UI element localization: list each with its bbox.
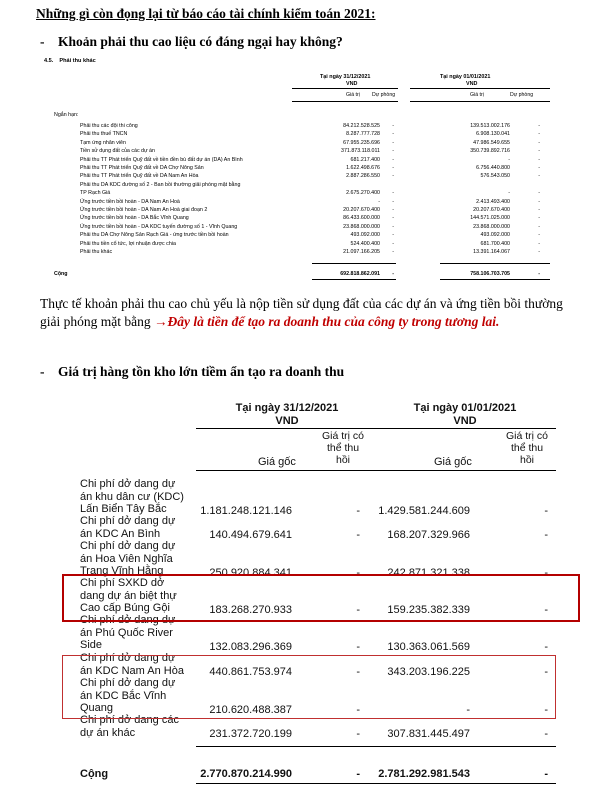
question-inventory (40, 364, 344, 380)
rcv-total-rule-top-1 (312, 263, 396, 264)
inv-row-recov-2: - (544, 567, 548, 579)
rcv-row-label: Phải thu TT Phát triển Quỹ đất về DA Chợ Nông Sản (80, 165, 204, 171)
highlight-box-nam-an-hoa-bac-vinh-quang (62, 655, 556, 719)
inv-row-label-2: dang dự án biệt thự (80, 589, 177, 602)
inv-sub-cost-1: Giá gốc (258, 456, 296, 468)
inv-row-label-3: Cao cấp Búng Gội (80, 602, 170, 614)
recov-line-2b: thể thu (510, 442, 544, 454)
rcv-row-p1: - (392, 249, 394, 255)
inv-col1-title: Tại ngày 31/12/2021 (235, 402, 339, 414)
inv-row-recov-1: - (356, 641, 360, 653)
rcv-col1-rule (292, 88, 398, 89)
inv-row-label-1: Chi phí dở dang dự (80, 540, 176, 552)
rcv-row-v2: 139.513.002.176 (470, 123, 510, 129)
rcv-row-p1: - (392, 139, 394, 146)
inv-row-recov-1: - (356, 666, 360, 678)
inv-row-recov-1: - (356, 704, 360, 716)
inv-total-c1: 2.770.870.214.990 (200, 768, 292, 780)
rcv-row-p2: - (538, 240, 540, 247)
rcv-col2-unit: VND (466, 81, 478, 87)
rcv-row-p1: - (392, 240, 394, 247)
rcv-row-v1: 524.400.400 (350, 240, 380, 247)
inv-row-cost-2: 159.235.382.339 (387, 604, 470, 616)
rcv-row-v1: 84.212.528.525 (343, 123, 380, 129)
highlight-box-bung-goi (62, 574, 580, 622)
rcv-row-p2: - (538, 123, 540, 129)
inv-row-cost-2: 1.429.581.244.609 (378, 505, 470, 517)
section-number: 4.5. (44, 58, 54, 64)
inv-total-c2: 2.781.292.981.543 (378, 768, 470, 780)
rcv-row-v1: 2.675.270.400 (346, 190, 380, 197)
rcv-row-v2: 681.700.400 (480, 240, 510, 247)
inv-row-label-1: Chi phí dở dang dự (80, 677, 176, 689)
rcv-row-v2: - (508, 190, 510, 197)
inv-row-recov-2: - (544, 641, 548, 653)
rcv-row-label: Phải thu TT Phát triển Quỹ đất về tiền đền bù đất dự án (DA) An Bình (80, 156, 243, 163)
rcv-row-p1: - (392, 148, 394, 155)
rcv-row-v1: 21.097.166.205 (343, 249, 380, 255)
rcv-col1-title: Tại ngày 31/12/2021 (320, 74, 371, 80)
recov-line-3: hồi (335, 454, 350, 466)
rcv-row-p1: - (392, 173, 394, 180)
rcv-row-p2: - (538, 223, 540, 230)
report-heading: Những gì còn đọng lại từ báo cáo tài chính kiểm toán 2021: (36, 6, 376, 21)
rcv-row-p1: - (392, 131, 394, 138)
analysis-paragraph (40, 295, 580, 331)
inv-row-cost-1: 132.083.296.369 (209, 641, 292, 653)
rcv-row-p1: - (392, 165, 394, 171)
inv-head-rule (196, 470, 556, 471)
inv-row-label-1: Chi phí dở dang dự (80, 515, 176, 527)
inv-row-cost-2: 343.203.196.225 (387, 666, 470, 678)
inv-row-cost-1: 210.620.488.387 (209, 704, 292, 716)
inv-row-label-2: án khu dân cư (KDC) (80, 490, 184, 503)
rcv-row-label: Tạm ứng nhân viên (80, 139, 126, 146)
rcv-row-p1: - (392, 190, 394, 197)
rcv-row-label: Ứng trước tiền bồi hoàn - DA Nam An Hoà giai đoạn 2 (80, 207, 208, 213)
inv-total-rule-bottom (196, 783, 556, 784)
rcv-row-v1: 8.287.777.728 (346, 131, 380, 138)
inv-row-recov-2: - (544, 505, 548, 517)
inv-row-cost-1: 1.181.248.121.146 (200, 505, 292, 517)
rcv-col2-title: Tại ngày 01/01/2021 (440, 74, 491, 80)
rcv-row-v1: 86.433.600.000 (343, 215, 380, 222)
rcv-row-p1: - (392, 223, 394, 230)
inv-row-label-3: Side (80, 639, 103, 651)
inv-row-recov-1: - (356, 505, 360, 517)
rcv-row-v2: 350.739.892.716 (470, 148, 510, 155)
rcv-row-label: Phải thu DA Chợ Nông Sản Rạch Giá - ứng trước tiền bồi hoàn (80, 232, 229, 239)
arrow-glyph: → (153, 314, 168, 329)
rcv-row-v1: 493.092.000 (350, 232, 380, 239)
rcv-row-v2: 2.413.493.400 (476, 198, 510, 205)
inv-row-cost-2: 242.871.321.338 (387, 567, 470, 579)
rcv-row-v1: 67.955.235.696 (343, 139, 380, 146)
inv-row-recov-1: - (356, 529, 360, 541)
rcv-row-p2: - (538, 249, 540, 255)
rcv-row-label: Phải thu khác (80, 249, 113, 255)
rcv-total-p2: - (538, 271, 540, 277)
rcv-row-v1: 681.217.400 (350, 156, 380, 163)
question-receivables (40, 34, 343, 50)
rcv-row-v2: 144.571.025.000 (470, 215, 510, 222)
rcv-row-v2: 493.092.000 (480, 232, 510, 239)
rcv-total-rule-top-2 (440, 263, 550, 264)
rcv-sub-prov-2: Dự phòng (510, 92, 534, 98)
rcv-row-v2: - (508, 156, 510, 163)
rcv-total-p1: - (392, 271, 394, 277)
inv-row-label-2: án KDC Bắc Vĩnh (80, 689, 167, 702)
inv-row-recov-1: - (356, 604, 360, 616)
rcv-row-v1: 20.207.670.400 (343, 207, 380, 213)
inv-total-label: Cộng (80, 768, 109, 780)
inv-total-r2: - (544, 768, 548, 780)
rcv-row-v1: 23.868.000.000 (343, 223, 380, 230)
inv-col2-rule (378, 428, 556, 429)
rcv-row-v1: 1.622.498.676 (346, 165, 380, 171)
inv-row-label-2: án Phú Quốc River (80, 626, 173, 639)
rcv-row-v1: 2.887.286.550 (346, 173, 380, 180)
rcv-row-p2: - (538, 156, 540, 163)
inv-row-label-1: Chi phí dở dang dự (80, 652, 176, 664)
rcv-row-p2: - (538, 173, 540, 180)
rcv-total-rule-bottom-2 (440, 279, 550, 280)
recov-line-1: Giá trị có (321, 430, 364, 442)
rcv-row-p2: - (538, 165, 540, 171)
inv-sub-cost-2: Giá gốc (434, 456, 472, 468)
inv-row-cost-2: 307.831.445.497 (387, 728, 470, 740)
rcv-sub-value-1: Giá trị (346, 92, 360, 98)
inv-row-cost-1: 231.372.720.199 (209, 728, 292, 740)
inv-row-label-1: Chi phí dở dang các (80, 714, 179, 726)
inv-row-recov-1: - (356, 728, 360, 740)
rcv-row-p2: - (538, 148, 540, 155)
inv-total-r1: - (356, 768, 360, 780)
inv-row-label-3: Lấn Biển Tây Bắc (80, 503, 167, 515)
bullet-dash: - (40, 34, 45, 49)
rcv-head-rule-1 (292, 101, 398, 102)
inv-row-recov-2: - (544, 704, 548, 716)
rcv-row-p2: - (538, 215, 540, 222)
rcv-sub-prov-1: Dự phòng (372, 92, 396, 98)
rcv-row-p2: - (538, 190, 540, 197)
inv-row-cost-2: 168.207.329.966 (387, 529, 470, 541)
rcv-row-p2: - (538, 207, 540, 213)
rcv-row-label: Ứng trước tiền bồi hoàn - DA KDC tuyến đường số 1 - Vĩnh Quang (80, 223, 238, 230)
inv-row-recov-2: - (544, 666, 548, 678)
rcv-row-v1: 371.873.118.011 (341, 148, 380, 155)
rcv-row-label: Tiền sử dụng đất của các dự án (80, 148, 155, 155)
inv-row-label-2: dự án khác (80, 726, 136, 739)
rcv-row-v2: 47.986.549.655 (473, 139, 510, 146)
inv-row-recov-1: - (356, 567, 360, 579)
inv-row-cost-1: 140.494.679.641 (209, 529, 292, 541)
inv-total-rule-top (196, 746, 556, 747)
inv-row-recov-2: - (544, 604, 548, 616)
rcv-row-p1: - (392, 232, 394, 239)
recov-line-2: thể thu (326, 442, 360, 454)
rcv-row-p1: - (392, 123, 394, 129)
inv-col2-title: Tại ngày 01/01/2021 (413, 402, 517, 414)
inv-row-label-2: án KDC An Bình (80, 527, 161, 540)
rcv-row-label: Ứng trước tiền bồi hoàn - DA Bắc Vĩnh Quang (80, 215, 189, 222)
recov-line-3b: hồi (519, 454, 534, 466)
paragraph-emphasis: Đây là tiền để tạo ra doanh thu của công ty trong tương lai. (167, 314, 500, 329)
inv-row-cost-1: 440.861.753.974 (209, 666, 292, 678)
inv-row-cost-1: 183.268.270.933 (209, 604, 292, 616)
rcv-row-v2: 6.908.130.041 (476, 131, 510, 138)
rcv-row-p2: - (538, 131, 540, 138)
inv-sub-recov-1 (318, 430, 368, 466)
inv-col1-rule (196, 428, 378, 429)
inv-row-label-1: Chi phí dở dang dự (80, 478, 176, 490)
rcv-row-label: TP Rạch Giá (80, 190, 111, 197)
paragraph-text: Thực tế khoản phải thu cao chủ yếu là nộp tiền sử dụng đất của các dự án và ứng tiền bồi thường giải phóng mặt bằng (40, 296, 563, 329)
rcv-row-label: Phải thu các đội thi công (80, 123, 138, 129)
rcv-total-v1: 692.818.862.091 (340, 271, 380, 277)
receivables-section-title (44, 58, 102, 64)
inv-row-recov-2: - (544, 728, 548, 740)
rcv-total-rule-bottom-1 (312, 279, 396, 280)
rcv-col2-rule (410, 88, 550, 89)
inv-row-cost-1: 250.920.884.341 (209, 567, 292, 579)
rcv-row-label: Phải thu tiền cổ tức, lợi nhuận được chia (80, 240, 176, 247)
rcv-row-v2: 23.868.000.000 (473, 223, 510, 230)
rcv-row-v2: 576.543.050 (480, 173, 510, 180)
inv-row-label-2: án KDC Nam An Hòa (80, 664, 184, 677)
inv-row-recov-2: - (544, 529, 548, 541)
rcv-total-v2: 758.106.703.705 (470, 271, 510, 277)
rcv-row-p1: - (392, 156, 394, 163)
rcv-short-term-label: Ngắn hạn: (54, 112, 79, 118)
inv-row-cost-2: 130.363.061.569 (387, 641, 470, 653)
recov-line-1b: Giá trị có (505, 430, 548, 442)
rcv-row-v2: 6.756.440.800 (476, 165, 510, 171)
rcv-row-label: Phải thu thuế TNCN (80, 131, 128, 138)
inv-sub-recov-2 (502, 430, 552, 466)
rcv-row-label: Phải thu TT Phát triển Quỹ đất về DA Nam An Hòa (80, 173, 199, 180)
rcv-row-p1: - (392, 207, 394, 213)
inv-row-label-3: Quang (80, 702, 114, 714)
rcv-row-label: Phải thu DA KDC đường số 2 - Ban bồi thường giải phóng mặt bằng (80, 181, 241, 188)
inv-row-cost-2: - (466, 704, 470, 716)
inv-row-label-2: án Hoa Viên Nghĩa (80, 552, 173, 565)
inv-row-label-1: Chi phí SXKD dở (80, 577, 165, 589)
inv-col1-unit: VND (275, 415, 299, 427)
rcv-row-p2: - (538, 139, 540, 146)
rcv-row-p2: - (538, 232, 540, 239)
rcv-row-p1: - (392, 198, 394, 205)
rcv-total-label: Cộng (54, 271, 68, 277)
inv-row-label-3: Trang Vĩnh Hằng (80, 565, 164, 577)
question-text: Khoản phải thu cao liệu có đáng ngại hay không? (58, 34, 343, 49)
rcv-row-label: Ứng trước tiền bồi hoàn - DA Nam An Hoà (80, 198, 180, 205)
bullet-dash-2: - (40, 364, 45, 379)
inv-row-label-1: Chi phí dở dang dự (80, 614, 176, 626)
rcv-row-p1: - (392, 215, 394, 222)
rcv-row-v2: 20.207.670.400 (473, 207, 510, 213)
rcv-row-p2: - (538, 198, 540, 205)
question-text-2: Giá trị hàng tồn kho lớn tiềm ẩn tạo ra doanh thu (58, 364, 345, 379)
rcv-col1-unit: VND (346, 81, 358, 87)
rcv-sub-value-2: Giá trị (470, 92, 484, 98)
section-name: Phải thu khác (59, 58, 96, 64)
inv-col2-unit: VND (453, 415, 477, 427)
rcv-row-v1: - (378, 198, 380, 205)
rcv-head-rule-2 (410, 101, 550, 102)
rcv-row-v2: 13.391.164.067 (473, 249, 510, 255)
